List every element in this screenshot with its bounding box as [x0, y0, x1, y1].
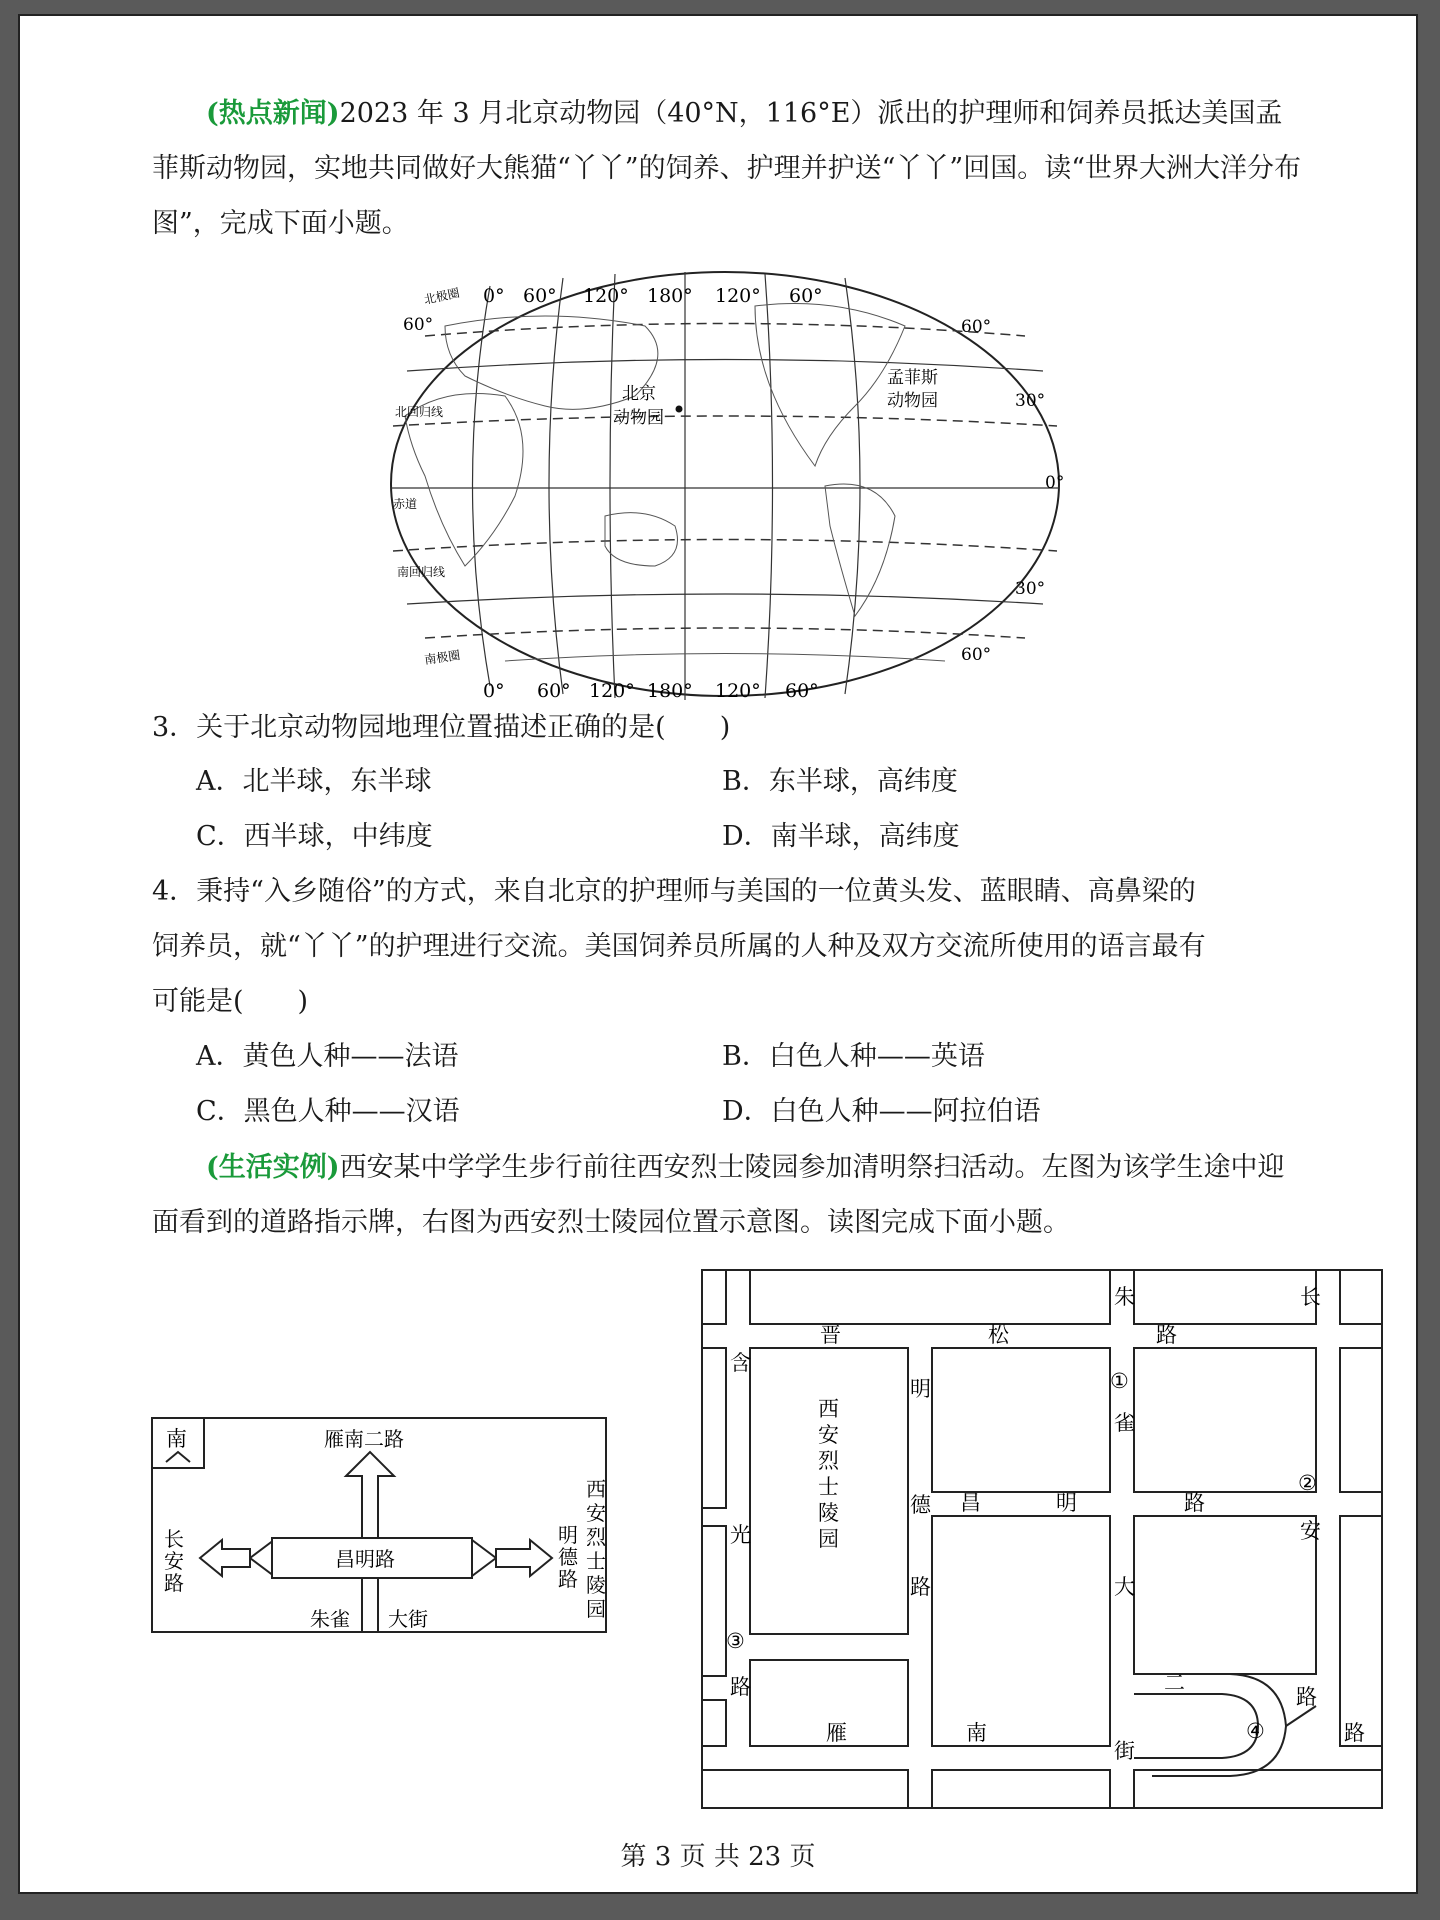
page-footer: 第 3 页 共 23 页	[620, 1842, 816, 1872]
beijing-label-1: 北京	[622, 384, 656, 404]
street-lu-chang-an: 路	[1296, 1685, 1317, 1709]
bottom-label-4: 120°	[715, 680, 761, 702]
park-name-5: 陵	[818, 1501, 839, 1525]
q4-option-d[interactable]: D．白色人种——阿拉伯语	[722, 1096, 1041, 1127]
memphis-label-1: 孟菲斯	[887, 368, 938, 388]
park-name-6: 园	[818, 1527, 839, 1551]
street-lu-mingde: 路	[910, 1575, 931, 1599]
label-antarctic: 南极圈	[423, 648, 462, 667]
q3-option-a[interactable]: A．北半球，东半球	[196, 766, 432, 797]
park-char-6: 园	[586, 1597, 606, 1621]
label-equator: 赤道	[393, 497, 418, 511]
news-paragraph	[152, 86, 1302, 251]
memphis-label-2: 动物园	[887, 391, 938, 411]
up-destination: 雁南二路	[324, 1427, 404, 1451]
street-yan: 雁	[826, 1721, 847, 1745]
street-de: 德	[910, 1493, 931, 1517]
q3-option-c[interactable]: C．西半球，中纬度	[196, 821, 433, 852]
street-lu-hanguang: 路	[730, 1675, 751, 1699]
top-label-3: 180°	[647, 285, 693, 307]
label-60n-right: 60°	[961, 317, 992, 337]
label-30n-right: 30°	[1015, 391, 1046, 411]
beijing-dot	[676, 406, 683, 413]
map-outline	[391, 272, 1059, 696]
right-road-char-2: 德	[558, 1545, 578, 1569]
street-zhu: 朱	[1114, 1285, 1135, 1309]
street-lu-right: 路	[1344, 1721, 1365, 1745]
right-road-char-1: 明	[558, 1523, 578, 1547]
park-char-1: 西	[586, 1477, 606, 1501]
label-tropic-cancer: 北回归线	[395, 405, 444, 419]
marker-3: ③	[726, 1629, 745, 1653]
street-chang: 长	[1300, 1285, 1321, 1309]
q3-option-d[interactable]: D．南半球，高纬度	[722, 821, 960, 852]
marker-4: ④	[1246, 1719, 1265, 1743]
beijing-label-2: 动物园	[613, 408, 664, 428]
bottom-left-label: 朱雀	[310, 1607, 350, 1631]
park-char-2: 安	[586, 1501, 606, 1525]
bottom-label-0: 0°	[483, 680, 505, 702]
street-lu-changming: 路	[1184, 1491, 1205, 1515]
park-name-1: 西	[818, 1397, 839, 1421]
top-label-0: 0°	[483, 285, 505, 307]
block	[702, 1348, 726, 1508]
park-name-3: 烈	[818, 1449, 839, 1473]
q4-stem-line-1: 4．秉持“入乡随俗”的方式，来自北京的护理师与美国的一位黄头发、蓝眼睛、高鼻梁的	[152, 876, 1196, 907]
block	[1134, 1516, 1316, 1674]
street-jie: 街	[1114, 1739, 1135, 1763]
q4-option-c[interactable]: C．黑色人种——汉语	[196, 1096, 460, 1127]
top-label-2: 120°	[583, 285, 629, 307]
block	[932, 1770, 1110, 1808]
left-road-char-2: 安	[164, 1549, 184, 1573]
q4-option-a[interactable]: A．黄色人种——法语	[196, 1041, 459, 1072]
road-sign	[150, 1416, 610, 1656]
top-label-4: 120°	[715, 285, 761, 307]
street-da: 大	[1114, 1575, 1135, 1599]
block	[1134, 1348, 1316, 1492]
bottom-label-5: 60°	[785, 680, 819, 702]
world-map	[385, 266, 1085, 706]
street-nan: 南	[966, 1721, 987, 1745]
street-han: 含	[730, 1351, 751, 1375]
bottom-right-label: 大街	[388, 1607, 428, 1631]
top-label-5: 60°	[789, 285, 823, 307]
label-tropic-capricorn: 南回归线	[397, 565, 446, 579]
marker-1: ①	[1110, 1369, 1129, 1393]
block	[1340, 1270, 1382, 1324]
block	[702, 1770, 908, 1808]
street-ming: 明	[910, 1377, 931, 1401]
label-60n-left: 60°	[403, 315, 434, 335]
street-ming2: 明	[1056, 1491, 1077, 1515]
bottom-label-1: 60°	[537, 680, 571, 702]
news-text: 2023 年 3 月北京动物园（40°N，116°E）派出的护理师和饲养员抵达美国孟菲斯动物园，实地共同做好大熊猫“丫丫”的饲养、护理并护送“丫丫”回国。读“世界大洲大洋分布图”，完成下面小题。	[152, 98, 1302, 239]
marker-2: ②	[1298, 1471, 1317, 1495]
street-que: 雀	[1114, 1411, 1135, 1435]
life-text: 西安某中学学生步行前往西安烈士陵园参加清明祭扫活动。左图为该学生途中迎面看到的道路指示牌，右图为西安烈士陵园位置示意图。读图完成下面小题。	[152, 1152, 1285, 1238]
center-road-label: 昌明路	[335, 1547, 395, 1571]
street-an: 安	[1300, 1519, 1321, 1543]
park-name-2: 安	[818, 1423, 839, 1447]
label-30s-right: 30°	[1015, 579, 1046, 599]
right-road-char-3: 路	[558, 1567, 578, 1591]
q4-stem-line-2: 饲养员，就“丫丫”的护理进行交流。美国饲养员所属的人种及双方交流所使用的语言最有	[152, 931, 1206, 962]
exam-page	[18, 14, 1418, 1894]
block	[702, 1526, 726, 1676]
park-char-4: 士	[586, 1549, 606, 1573]
block	[932, 1516, 1110, 1746]
street-song: 松	[988, 1323, 1009, 1347]
street-map	[682, 1256, 1388, 1816]
q3-stem: 3．关于北京动物园地理位置描述正确的是( )	[152, 712, 731, 743]
news-tag: (热点新闻)	[206, 98, 340, 129]
street-lu-top: 路	[1156, 1323, 1177, 1347]
block	[1340, 1516, 1382, 1746]
park-char-3: 烈	[586, 1525, 606, 1549]
label-0-right: 0°	[1045, 473, 1065, 493]
street-jin: 晋	[820, 1323, 841, 1347]
park-name-4: 士	[818, 1475, 839, 1499]
direction-label: 南	[166, 1427, 187, 1451]
label-arctic: 北极圈	[422, 285, 461, 307]
q4-stem-line-3: 可能是( )	[152, 986, 309, 1017]
top-label-1: 60°	[523, 285, 557, 307]
bottom-label-3: 180°	[647, 680, 693, 702]
q4-option-b[interactable]: B．白色人种——英语	[722, 1041, 985, 1072]
block	[1134, 1270, 1316, 1324]
life-tag: (生活实例)	[206, 1152, 340, 1183]
label-60s-right: 60°	[961, 645, 992, 665]
block	[702, 1270, 726, 1324]
park-char-5: 陵	[586, 1573, 606, 1597]
life-paragraph	[152, 1140, 1302, 1250]
block	[750, 1270, 1110, 1324]
left-road-char-3: 路	[164, 1571, 184, 1595]
block	[932, 1348, 1110, 1492]
block	[1340, 1348, 1382, 1492]
q3-option-b[interactable]: B．东半球，高纬度	[722, 766, 958, 797]
bottom-label-2: 120°	[589, 680, 635, 702]
street-er: 二	[1164, 1671, 1185, 1695]
block	[702, 1700, 726, 1746]
street-chang2: 昌	[960, 1491, 981, 1515]
street-guang: 光	[730, 1523, 751, 1547]
left-road-char-1: 长	[164, 1527, 184, 1551]
